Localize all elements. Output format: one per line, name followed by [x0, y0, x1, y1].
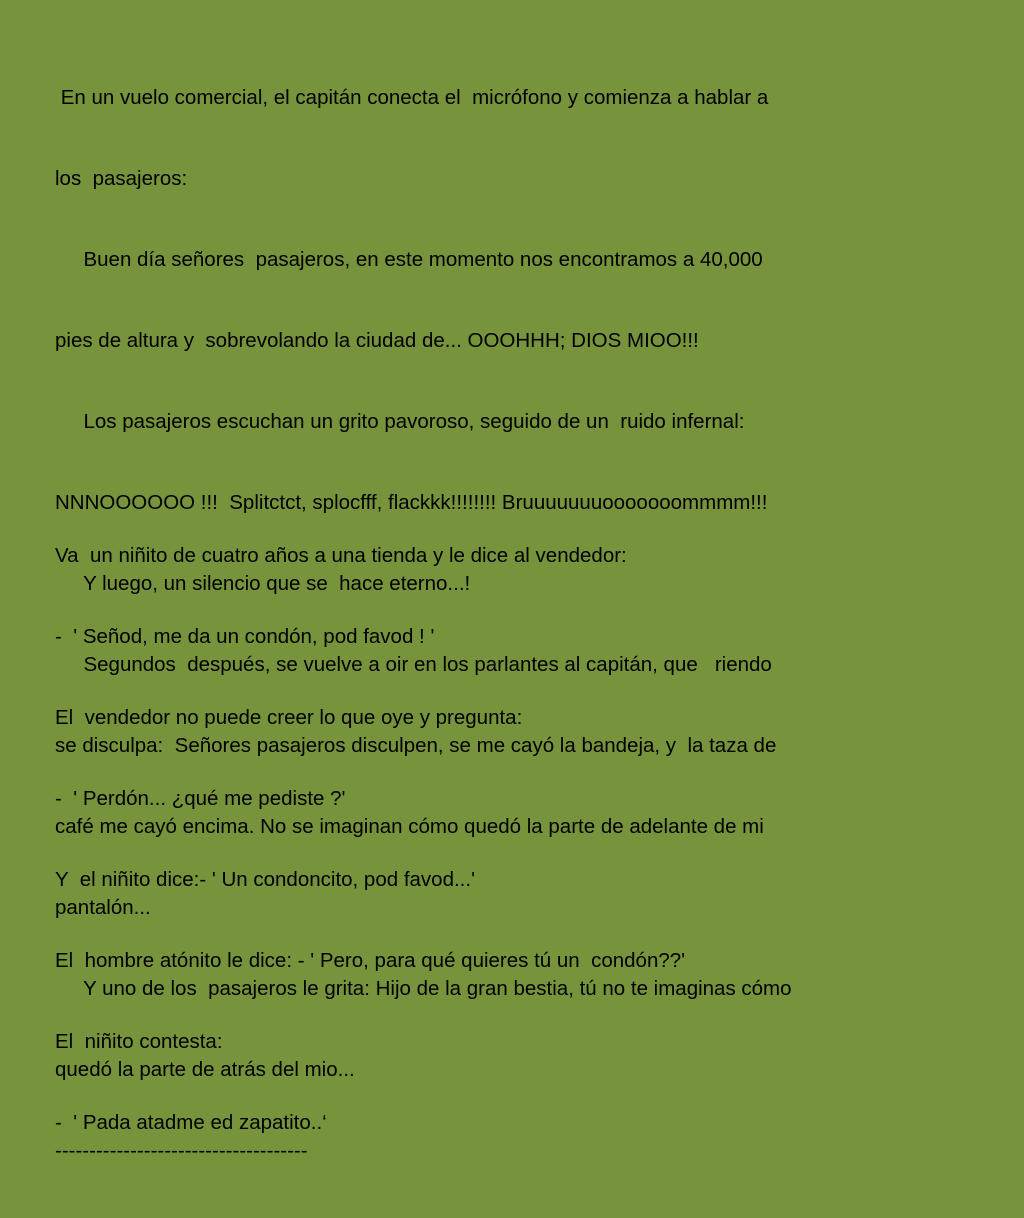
text-line: Los pasajeros escuchan un grito pavoroso, seguido de un ruido infernal:	[55, 410, 745, 433]
text-line: En un vuelo comercial, el capitán conecta el micrófono y comienza a hablar a	[55, 86, 769, 109]
joke-child-text	[55, 488, 985, 1190]
text-line: NNNOOOOOO !!! Splitctct, splocfff, flackkk!!!!!!!! Bruuuuuuuooooooommmm!!!	[55, 491, 768, 514]
text-line: Segundos después, se vuelve a oir en los parlantes al capitán, que riendo	[55, 653, 772, 676]
text-line: se disculpa: Señores pasajeros disculpen, se me cayó la bandeja, y la taza de	[55, 734, 777, 757]
separator-line: -------------------------------------	[55, 1139, 308, 1162]
text-line: Buen día señores pasajeros, en este momento nos encontramos a 40,000	[55, 248, 763, 271]
text-line: - ' Señod, me da un condón, pod favod ! '	[55, 625, 435, 648]
text-line: Y luego, un silencio que se hace eterno...!	[55, 572, 471, 595]
text-line: - ' Perdón... ¿qué me pediste ?'	[55, 787, 346, 810]
text-line: pies de altura y sobrevolando la ciudad de... OOOHHH; DIOS MIOO!!!	[55, 329, 699, 352]
text-line: Va un niñito de cuatro años a una tienda y le dice al vendedor:	[55, 544, 627, 567]
text-line: El hombre atónito le dice: - ' Pero, para qué quieres tú un condón??'	[55, 949, 686, 972]
text-line: los pasajeros:	[55, 167, 188, 190]
text-line: El niñito contesta:	[55, 1030, 223, 1053]
text-line: Y el niñito dice:- ' Un condoncito, pod favod...'	[55, 868, 475, 891]
text-line: Y uno de los pasajeros le grita: Hijo de la gran bestia, tú no te imaginas cómo	[55, 977, 792, 1000]
text-line: café me cayó encima. No se imaginan cómo quedó la parte de adelante de mi	[55, 815, 764, 838]
text-line: quedó la parte de atrás del mio...	[55, 1058, 355, 1081]
text-line: - ' Pada atadme ed zapatito..‘	[55, 1111, 327, 1134]
text-line: pantalón...	[55, 896, 151, 919]
text-line: El vendedor no puede creer lo que oye y pregunta:	[55, 706, 523, 729]
